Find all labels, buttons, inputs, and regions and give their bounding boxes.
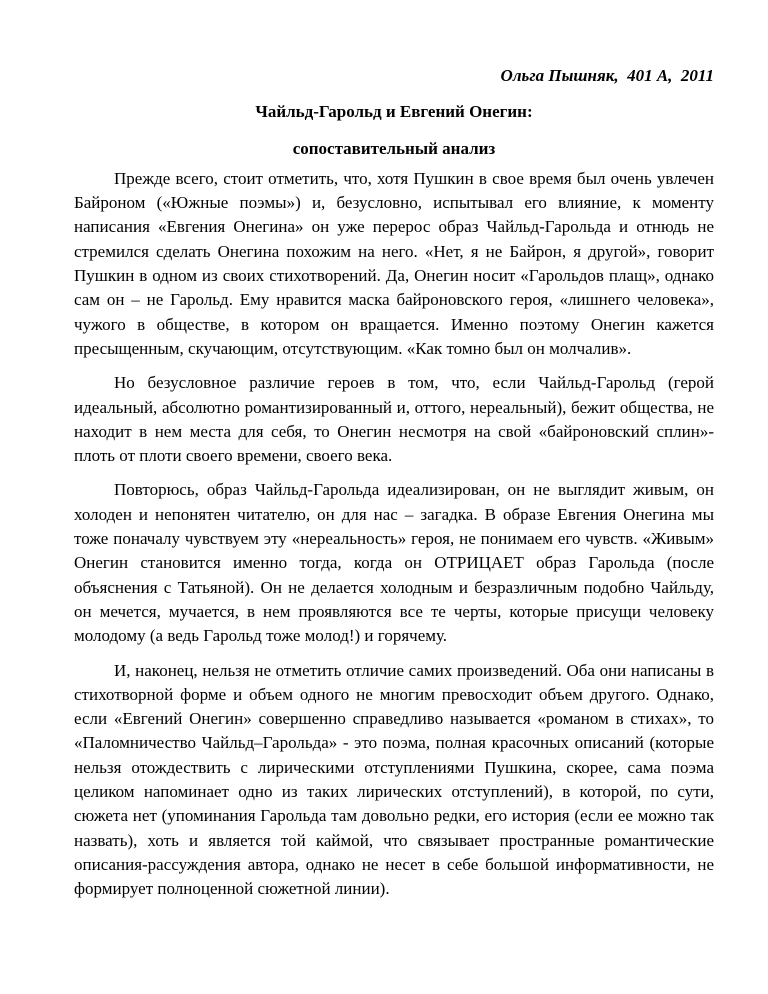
paragraph: И, наконец, нельзя не отметить отличие самих произведений. Оба они написаны в стихотворной форме и объем одного не многим превосходит объем другого. Однако, если «Евгений Онегин» совершенно справедливо называется «романом в стихах», то «Паломничество Чайльд–Гарольда» - это поэма, полная красочных описаний (которые нельзя отождествить с лирическими отступлениями Пушкина, скорее, сама поэма целиком напоминает одно из таких лирических отступлений), в которой, по сути, сюжета нет (упоминания Гарольда там довольно редки, его история (если ее можно так назвать), хоть и является той каймой, что связывает пространные романтические описания-рассуждения автора, однако не несет в себе большой информативности, не формирует полноценной сюжетной линии). (74, 660, 714, 899)
document-subtitle: сопоставительный анализ (292, 138, 496, 158)
paragraph: Прежде всего, стоит отметить, что, хотя Пушкин в свое время был очень увлечен Байроном («Южные поэмы») и, безусловно, испытывал его влияние, к моменту написания «Евгения Онегина» он уже перерос образ Чайльд-Гарольда и отнюдь не стремился сделать Онегина похожим на него. «Нет, я не Байрон, я другой», говорит Пушкин в одном из своих стихотворений. Да, Онегин носит «Гарольдов плащ», однако сам он – не Гарольд. Ему нравится маска байроновского героя, «лишнего человека», чужого в обществе, в котором он вращается. Именно поэтому Онегин кажется пресыщенным, скучающим, отсутствующим. «Как томно был он молчалив». (74, 168, 714, 358)
document-page (74, 64, 714, 912)
document-title: Чайльд-Гарольд и Евгений Онегин: (255, 102, 533, 122)
paragraph: Повторюсь, образ Чайльд-Гарольда идеализирован, он не выглядит живым, он холоден и непонятен читателю, он для нас – загадка. В образе Евгения Онегина мы тоже поначалу чувствуем эту «нереальность» героя, не понимаем его чувств. «Живым» Онегин становится именно тогда, когда он ОТРИЦАЕТ образ Гарольда (после объяснения с Татьяной). Он не делается холодным и безразличным подобно Чайльду, он мечется, мучается, в нем проявляются все те черты, которые присущи человеку молодому (а ведь Гарольд тоже молод!) и горячему. (74, 480, 714, 646)
paragraph: Но безусловное различие героев в том, что, если Чайльд-Гарольд (герой идеальный, абсолютно романтизированный и, оттого, нереальный), бежит общества, не находит в нем места для себя, то Онегин несмотря на свой «байроновский сплин»- плоть от плоти своего времени, своего века. (74, 373, 714, 466)
author-line: Ольга Пышняк, 401 А, 2011 (500, 66, 714, 85)
